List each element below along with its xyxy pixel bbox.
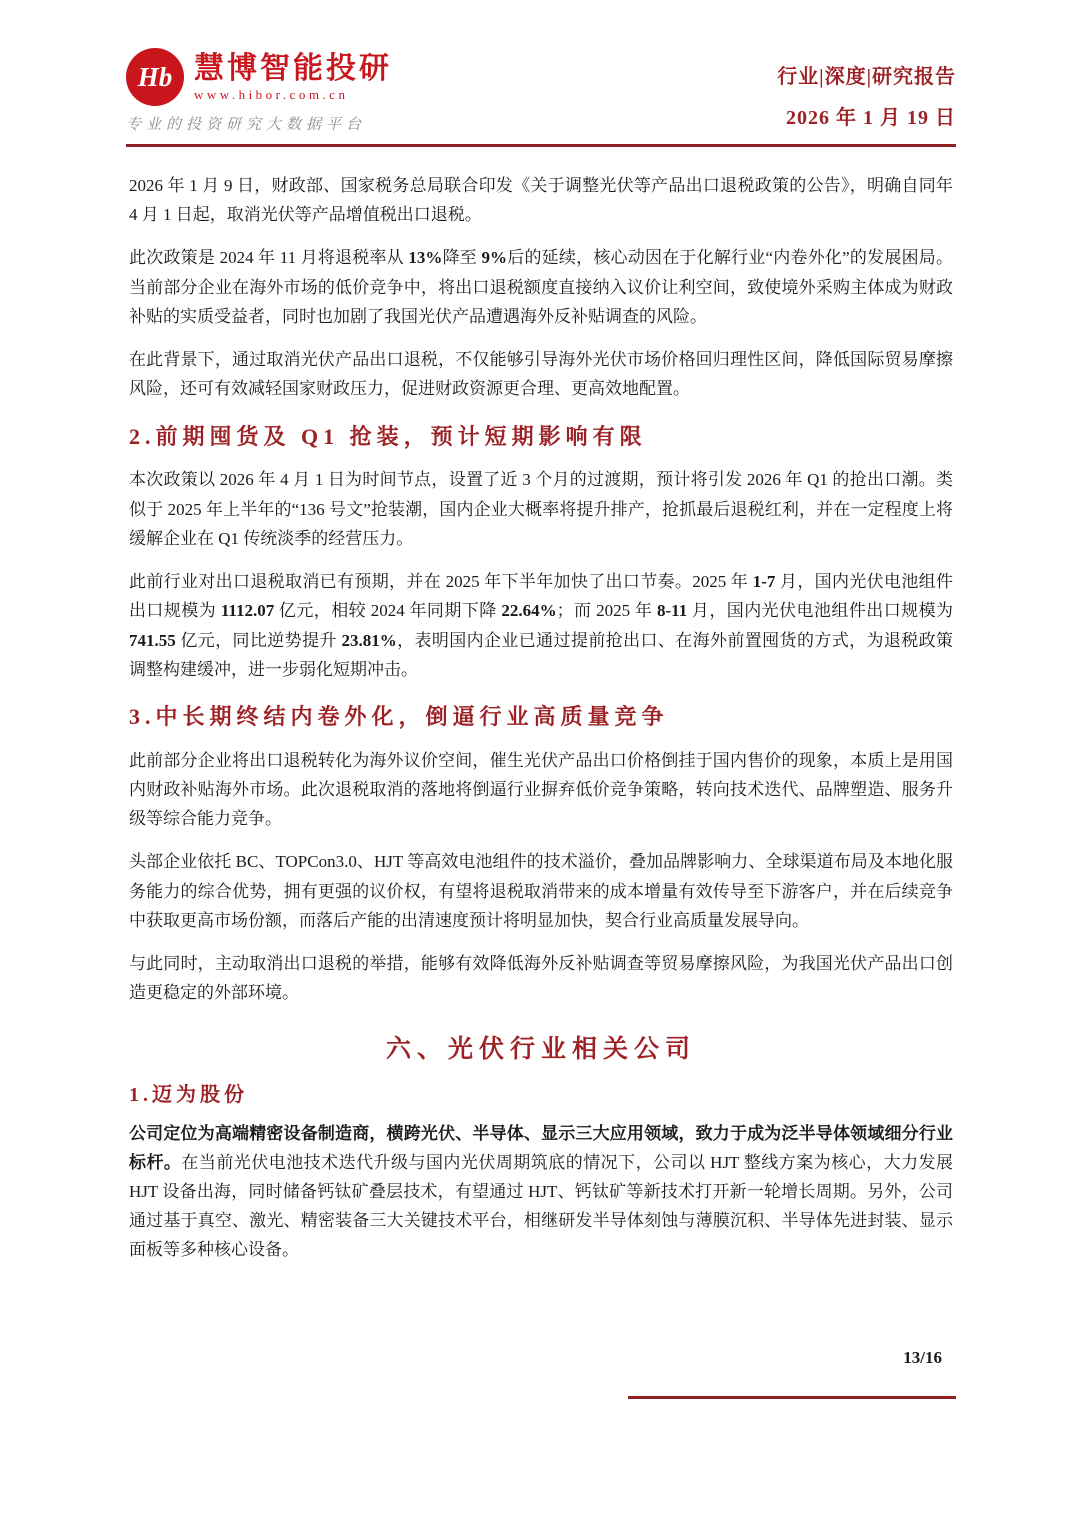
report-date: 2026 年 1 月 19 日 bbox=[786, 107, 956, 129]
header bbox=[0, 0, 1080, 147]
emphasized-text: 1-7 bbox=[752, 572, 776, 592]
chapter-title: 六、光伏行业相关公司 bbox=[385, 1035, 696, 1063]
paragraph-transition-period: 本次政策以 2026 年 4 月 1 日为时间节点，设置了近 3 个月的过渡期，预计将引发 2026 年 Q1 的抢出口潮。类似于 2025 年上半年的“136 号文”抢装潮，国内企业大概率将提升排产，抢抓最后退税红利，并在一定程度上将缓解企业在 Q1 传统淡季的经营压力。 bbox=[129, 470, 953, 548]
emphasized-text: 9% bbox=[481, 248, 507, 268]
brand-tagline: 专业的投资研究大数据平台 bbox=[126, 117, 367, 133]
body-text: 月，国内光伏电池组件出口规模为 bbox=[129, 572, 954, 621]
body-text: 月，国内光伏电池组件出口规模为 bbox=[687, 601, 954, 621]
paragraph-leading-companies: 头部企业依托 BC、TOPCon3.0、HJT 等高效电池组件的技术溢价，叠加品牌影响力、全球渠道布局及本地化服务能力的综合优势，拥有更强的议价权，有望将退税取消带来的成本增量有效传导至下游客户，并在后续竞争中获取更高市场份额，而落后产能的出清速度预计将明显加快，契合行业高质量发展导向。 bbox=[129, 852, 953, 930]
body-text: 降至 bbox=[442, 248, 482, 268]
company-heading: 1.迈为股份 bbox=[129, 1083, 248, 1106]
body-text: ，表明国内企业已通过提前抢出口、在海外前置囤货的方式，为退税政策调整构建缓冲，进一步弱化短期冲击。 bbox=[129, 630, 954, 679]
emphasized-text: 22.64% bbox=[501, 601, 557, 621]
brand-logo-icon: Hb bbox=[126, 48, 184, 106]
body-text: 此前行业对出口退税取消已有预期，并在 2025 年下半年加快了出口节奏。2025 年 bbox=[129, 572, 753, 592]
report-body bbox=[0, 147, 1080, 1265]
paragraph-policy-purpose: 在此背景下，通过取消光伏产品出口退税，不仅能够引导海外光伏市场价格回归理性区间，降低国际贸易摩擦风险，还可有效减轻国家财政压力，促进财政资源更合理、更高效地配置。 bbox=[129, 350, 953, 399]
brand-name: 慧博智能投研 bbox=[194, 51, 392, 85]
logo bbox=[126, 48, 392, 134]
emphasized-text: 公司定位为高端精密设备制造商，横跨光伏、半导体、显示三大应用领域，致力于成为泛半导体领域细分行业标杆。 bbox=[129, 1123, 953, 1172]
paragraph-export-data bbox=[129, 567, 953, 684]
header-right bbox=[777, 48, 956, 130]
section-heading-2: 2.前期囤货及 Q1 抢装，预计短期影响有限 bbox=[129, 423, 647, 449]
header-row bbox=[126, 48, 956, 134]
emphasized-text: 23.81% bbox=[341, 630, 397, 650]
paragraph-policy-announcement: 2026 年 1 月 9 日，财政部、国家税务总局联合印发《关于调整光伏等产品出口退税政策的公告》，明确自同年 4 月 1 日起，取消光伏等产品增值税出口退税。 bbox=[129, 176, 953, 225]
emphasized-text: 741.55 bbox=[129, 630, 176, 650]
paragraph-company-profile bbox=[129, 1119, 953, 1265]
body-text: ；而 2025 年 bbox=[556, 601, 657, 621]
section-heading-3: 3.中长期终结内卷外化，倒逼行业高质量竞争 bbox=[129, 703, 669, 729]
logo-text bbox=[194, 52, 392, 103]
paragraph-external-environment: 与此同时，主动取消出口退税的举措，能够有效降低海外反补贴调查等贸易摩擦风险，为我国光伏产品出口创造更稳定的外部环境。 bbox=[129, 954, 953, 1003]
footer-divider bbox=[628, 1396, 956, 1399]
emphasized-text: 1112.07 bbox=[220, 601, 275, 621]
body-text: 亿元，相较 2024 年同期下降 bbox=[274, 601, 502, 621]
body-text: 亿元，同比逆势提升 bbox=[175, 630, 342, 650]
logo-row bbox=[126, 48, 392, 106]
paragraph-policy-background bbox=[129, 243, 953, 331]
brand-url: www.hibor.com.cn bbox=[194, 86, 349, 102]
emphasized-text: 8-11 bbox=[656, 601, 688, 621]
body-text: 此次政策是 2024 年 11 月将退税率从 bbox=[129, 248, 409, 268]
body-text: 后的延续，核心动因在于化解行业“内卷外化”的发展困局。当前部分企业在海外市场的低价竞争中，将出口退税额度直接纳入议价让利空间，致使境外采购主体成为财政补贴的实质受益者，同时也加剧了我国光伏产品遭遇海外反补贴调查的风险。 bbox=[129, 248, 954, 326]
body-text: 在当前光伏电池技术迭代升级与国内光伏周期筑底的情况下，公司以 HJT 整线方案为核心，大力发展 HJT 设备出海，同时储备钙钛矿叠层技术，有望通过 HJT、钙钛矿等新技术打开新一轮增长周期。另外，公司通过基于真空、激光、精密装备三大关键技术平台，相继研发半导体刻蚀与薄膜沉积、半导体先进封装、显示面板等多种核心设备。 bbox=[129, 1152, 954, 1260]
report-type-label: 行业|深度|研究报告 bbox=[777, 66, 956, 88]
page-number: 13/16 bbox=[903, 1348, 942, 1367]
paragraph-price-inversion: 此前部分企业将出口退税转化为海外议价空间，催生光伏产品出口价格倒挂于国内售价的现象，本质上是用国内财政补贴海外市场。此次退税取消的落地将倒逼行业摒弃低价竞争策略，转向技术迭代、品牌塑造、服务升级等综合能力竞争。 bbox=[129, 750, 953, 829]
emphasized-text: 13% bbox=[408, 248, 443, 268]
